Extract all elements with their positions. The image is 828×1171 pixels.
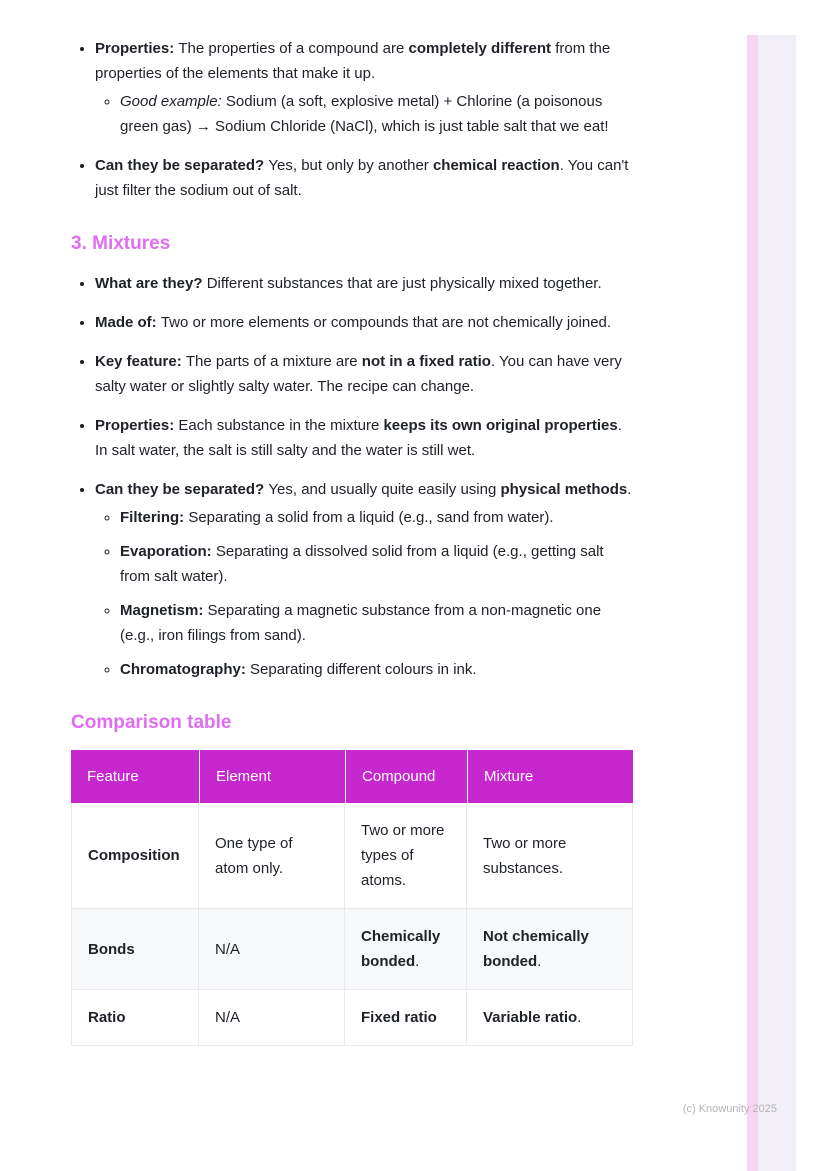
separation-methods-sub-list — [95, 505, 633, 682]
table-cell: Two or more types of atoms. — [345, 803, 467, 909]
table-cell: N/A — [199, 909, 345, 990]
sub-bullet-filtering: ◦ Filtering: Separating a solid from a liquid (e.g., sand from water). — [120, 509, 554, 526]
sub-list-item — [120, 598, 633, 648]
sub-bullet-evaporation: ◦ Evaporation: Separating a dissolved solid from a liquid (e.g., getting salt from salt water). — [120, 543, 604, 585]
sub-bullet-good-example: ◦ Good example: Sodium (a soft, explosive metal) + Chlorine (a poisonous green gas) → Sodium Chloride (NaCl), which is just table salt that we eat! — [120, 93, 609, 135]
list-item — [95, 36, 633, 139]
bullet-can-they-be-separated-mixture: • Can they be separated? Yes, and usually quite easily using physical methods. — [95, 481, 632, 498]
table-header-mixture: Mixture — [467, 750, 633, 803]
sub-list-item — [120, 657, 633, 682]
compounds-list — [71, 36, 633, 203]
table-cell: Two or more substances. — [467, 803, 633, 909]
list-item — [95, 413, 633, 463]
bullet-properties: • Properties: The properties of a compound are completely different from the properties of the elements that make it up. — [95, 40, 611, 82]
table-header-row — [71, 750, 633, 803]
sub-list-item — [120, 89, 633, 139]
table-row-composition — [71, 803, 633, 909]
sub-bullet-chromatography: ◦ Chromatography: Separating different colours in ink. — [120, 661, 477, 678]
table-cell: Variable ratio. — [467, 990, 633, 1046]
bullet-key-feature: • Key feature: The parts of a mixture are not in a fixed ratio. You can have very salty water or slightly salty water. The recipe can change. — [95, 353, 622, 395]
table-cell: Bonds — [71, 909, 199, 990]
list-item — [95, 271, 633, 296]
sub-list-item — [120, 539, 633, 589]
list-item — [95, 310, 633, 335]
mixtures-list — [71, 271, 633, 682]
table-header-element: Element — [199, 750, 345, 803]
bullet-made-of: • Made of: Two or more elements or compounds that are not chemically joined. — [95, 314, 612, 331]
comparison-heading: Comparison table — [71, 712, 232, 733]
table-cell: Fixed ratio — [345, 990, 467, 1046]
bullet-can-they-be-separated: • Can they be separated? Yes, but only by another chemical reaction. You can't just filter the sodium out of salt. — [95, 157, 629, 199]
list-item — [95, 477, 633, 682]
table-cell: Chemically bonded. — [345, 909, 467, 990]
properties-sub-list — [95, 89, 633, 139]
table-row-ratio — [71, 990, 633, 1046]
sub-bullet-magnetism: ◦ Magnetism: Separating a magnetic substance from a non-magnetic one (e.g., iron filings from sand). — [120, 602, 602, 644]
list-item — [95, 153, 633, 203]
comparison-table — [71, 750, 633, 1046]
bullet-properties-mixture: • Properties: Each substance in the mixture keeps its own original properties. In salt water, the salt is still salty and the water is still wet. — [95, 417, 622, 459]
table-cell: Ratio — [71, 990, 199, 1046]
table-header-feature: Feature — [71, 750, 199, 803]
table-cell: One type of atom only. — [199, 803, 345, 909]
sub-list-item — [120, 505, 633, 530]
table-cell: Not chemically bonded. — [467, 909, 633, 990]
table-cell: Composition — [71, 803, 199, 909]
table-header-compound: Compound — [345, 750, 467, 803]
bullet-what-are-they: • What are they? Different substances that are just physically mixed together. — [95, 275, 602, 292]
watermark: (c) Knowunity 2025 — [682, 1103, 777, 1115]
table-row-bonds — [71, 909, 633, 990]
list-item — [95, 349, 633, 399]
mixtures-heading: 3. Mixtures — [71, 233, 171, 254]
table-cell: N/A — [199, 990, 345, 1046]
